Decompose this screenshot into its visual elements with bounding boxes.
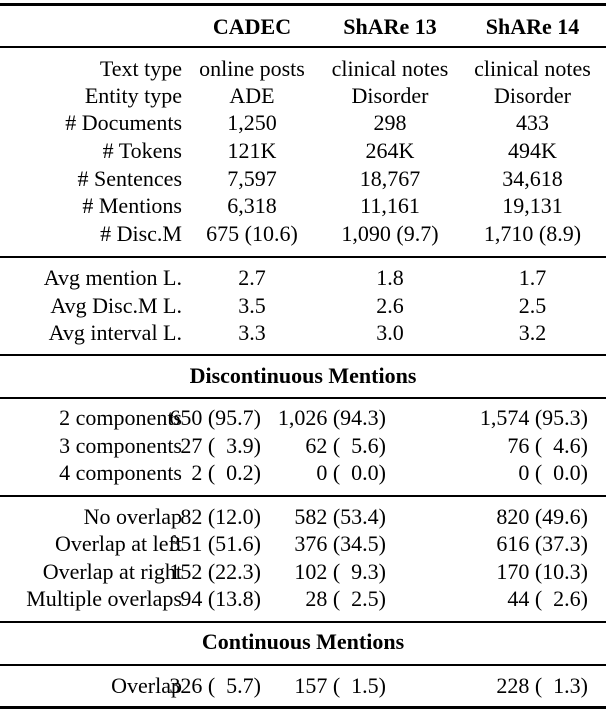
row-label: Entity type [84, 83, 182, 108]
cell: 19,131 [502, 193, 563, 218]
cell: 228 ( 1.3) [496, 673, 588, 698]
table-row [0, 530, 606, 558]
cell: 82 (12.0) [180, 504, 261, 529]
cell: 94 (13.8) [180, 586, 261, 611]
cell: 298 [373, 110, 407, 135]
cell: 376 (34.5) [294, 531, 386, 556]
cell: 152 (22.3) [169, 559, 261, 584]
section-title-discontinuous: Discontinuous Mentions [189, 363, 417, 388]
row-label: No overlap [83, 504, 182, 529]
cell: 0 ( 0.0) [316, 460, 386, 485]
cell: 102 ( 9.3) [294, 559, 386, 584]
table-row [0, 264, 606, 292]
table-row [0, 192, 606, 220]
table-row [0, 109, 606, 137]
cell: 2.7 [238, 265, 266, 290]
cell: 6,318 [227, 193, 277, 218]
cell: 18,767 [359, 166, 421, 191]
row-label: Overlap at left [54, 531, 182, 556]
cell: clinical notes [331, 56, 449, 81]
cell: Disorder [494, 83, 571, 108]
cell: 3.0 [376, 320, 404, 345]
cell: 157 ( 1.5) [294, 673, 386, 698]
row-label: 3 components [59, 433, 182, 458]
header-row [0, 10, 606, 44]
cell: 0 ( 0.0) [518, 460, 588, 485]
cell: 1,250 [227, 110, 277, 135]
table-row [0, 292, 606, 320]
table-row [0, 459, 606, 487]
table-row [0, 319, 606, 347]
cell: 7,597 [227, 166, 277, 191]
cell: 820 (49.6) [496, 504, 588, 529]
cell: 76 ( 4.6) [507, 433, 588, 458]
cell: 3.3 [238, 320, 266, 345]
cell: 2 ( 0.2) [191, 460, 261, 485]
cell: 1.7 [518, 265, 547, 290]
cell: 3.5 [238, 293, 266, 318]
row-label: Text type [99, 56, 182, 81]
cell: 582 (53.4) [294, 504, 386, 529]
row-label: # Documents [65, 110, 182, 135]
row-label: Multiple overlaps [26, 586, 182, 611]
top-rule [0, 3, 606, 6]
cell: 1,710 (8.9) [483, 221, 582, 246]
group-rule [0, 664, 606, 666]
group-rule [0, 354, 606, 356]
cell: 675 (10.6) [206, 221, 298, 246]
row-label: # Sentences [77, 166, 182, 191]
cell: 1.8 [376, 265, 404, 290]
bottom-rule [0, 706, 606, 709]
table-row [0, 165, 606, 193]
table-row [0, 82, 606, 110]
cell: online posts [199, 56, 305, 81]
table-row [0, 220, 606, 248]
table-row [0, 585, 606, 613]
column-header-share14: ShARe 14 [485, 14, 580, 39]
cell: clinical notes [474, 56, 591, 81]
cell: 34,618 [502, 166, 563, 191]
cell: 121K [227, 138, 277, 163]
row-label: # Disc.M [100, 221, 182, 246]
cell: 3.2 [518, 320, 547, 345]
row-label: # Mentions [82, 193, 182, 218]
group-rule [0, 621, 606, 623]
cell: 650 (95.7) [169, 405, 261, 430]
cell: 44 ( 2.6) [507, 586, 588, 611]
row-label: 2 components [59, 405, 182, 430]
cell: Disorder [351, 83, 429, 108]
cell: 494K [508, 138, 557, 163]
cell: 28 ( 2.5) [305, 586, 386, 611]
section-title-continuous: Continuous Mentions [201, 629, 405, 654]
cell: 62 ( 5.6) [305, 433, 386, 458]
table-row [0, 672, 606, 700]
cell: ADE [229, 83, 275, 108]
table-row [0, 503, 606, 531]
table-row [0, 137, 606, 165]
cell: 2.6 [376, 293, 404, 318]
row-label: 4 components [59, 460, 182, 485]
row-label: Avg mention L. [43, 265, 182, 290]
table-row [0, 404, 606, 432]
cell: 326 ( 5.7) [169, 673, 261, 698]
cell: 1,026 (94.3) [277, 405, 386, 430]
group-rule [0, 397, 606, 399]
row-label: # Tokens [102, 138, 182, 163]
cell: 170 (10.3) [496, 559, 588, 584]
table-row [0, 432, 606, 460]
cell: 27 ( 3.9) [180, 433, 261, 458]
row-label: Overlap at right [42, 559, 182, 584]
row-label: Avg interval L. [48, 320, 182, 345]
row-label: Avg Disc.M L. [50, 293, 182, 318]
header-rule [0, 46, 606, 48]
cell: 1,574 (95.3) [479, 405, 588, 430]
cell: 433 [516, 110, 549, 135]
table-row [0, 558, 606, 586]
column-header-cadec: CADEC [212, 14, 292, 39]
group-rule [0, 256, 606, 258]
column-header-share13: ShARe 13 [343, 14, 437, 39]
cell: 11,161 [360, 193, 420, 218]
cell: 2.5 [518, 293, 547, 318]
cell: 616 (37.3) [496, 531, 588, 556]
row-label: Overlap [111, 673, 182, 698]
cell: 351 (51.6) [169, 531, 261, 556]
cell: 1,090 (9.7) [341, 221, 439, 246]
group-rule [0, 495, 606, 497]
cell: 264K [365, 138, 415, 163]
table-row [0, 55, 606, 83]
